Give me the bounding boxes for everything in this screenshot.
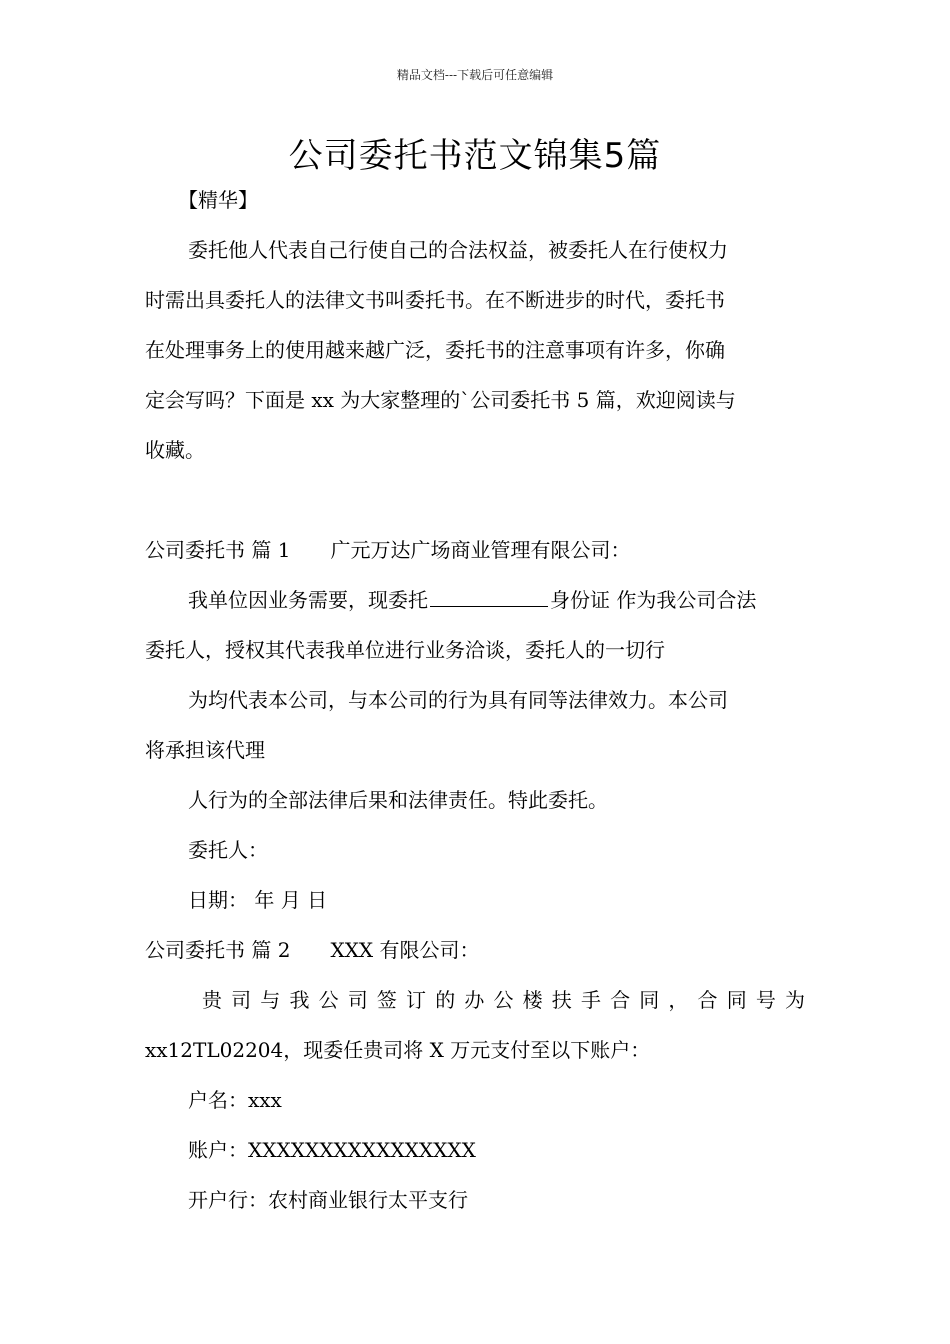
section1-p2-line2: 将承担该代理	[145, 738, 265, 762]
section1-addressee: 广元万达广场商业管理有限公司：	[330, 538, 631, 562]
bank-name: 开户行：农村商业银行太平支行	[188, 1188, 468, 1212]
trustee-name-blank	[430, 588, 548, 607]
section1-heading: 公司委托书 篇 1	[145, 538, 291, 562]
section2-heading: 公司委托书 篇 2	[145, 938, 291, 962]
intro-line-5: 收藏。	[145, 438, 205, 462]
section1-date: 日期： 年 月 日	[188, 888, 328, 912]
tag-label: 【精华】	[178, 188, 258, 212]
document-title: 公司委托书范文锦集5篇	[288, 136, 662, 176]
section2-p1-line1: 贵司与我公司签订的办公楼扶手合同，合同号为	[202, 988, 805, 1012]
section1-signer: 委托人：	[188, 838, 268, 862]
intro-line-3: 在处理事务上的使用越来越广泛，委托书的注意事项有许多，你确	[145, 338, 725, 362]
section2-addressee: XXX 有限公司：	[330, 938, 480, 962]
section2-heading-line	[145, 938, 805, 962]
section2-p1-line2: xx12TL02204，现委任贵司将 X 万元支付至以下账户：	[145, 1038, 651, 1062]
header-note: 精品文档---下载后可任意编辑	[396, 68, 554, 82]
intro-line-2: 时需出具委托人的法律文书叫委托书。在不断进步的时代，委托书	[145, 288, 725, 312]
section1-p1-line1: 我单位因业务需要，现委托 身份证 作为我公司合法	[188, 588, 757, 612]
account-number: 账户：XXXXXXXXXXXXXXXX	[188, 1138, 476, 1162]
section1-p1-line2: 委托人，授权其代表我单位进行业务洽谈，委托人的一切行	[145, 638, 665, 662]
section1-p2-line1: 为均代表本公司，与本公司的行为具有同等法律效力。本公司	[188, 688, 728, 712]
intro-line-4: 定会写吗？下面是 xx 为大家整理的`公司委托书 5 篇，欢迎阅读与	[145, 388, 736, 412]
account-name: 户名：xxx	[188, 1088, 282, 1112]
intro-line-1: 委托他人代表自己行使自己的合法权益，被委托人在行使权力	[188, 238, 728, 262]
section1-heading-line	[145, 538, 805, 562]
section1-p3: 人行为的全部法律后果和法律责任。特此委托。	[188, 788, 608, 812]
